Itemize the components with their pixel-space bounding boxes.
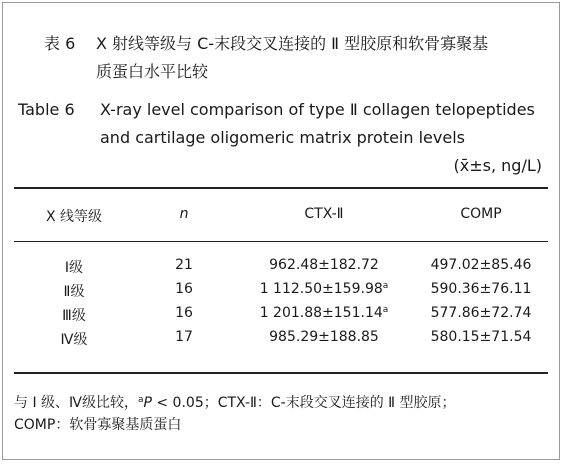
footnote-line1 bbox=[14, 390, 554, 413]
row-comp: 590.36±76.11 bbox=[430, 281, 532, 297]
row-grade: Ⅳ级 bbox=[60, 332, 88, 348]
row-grade: Ⅱ级 bbox=[63, 284, 85, 300]
chinese-caption-label: 表 6 bbox=[44, 34, 76, 53]
english-caption bbox=[18, 96, 544, 175]
row-ctx bbox=[234, 329, 414, 345]
header-n: n bbox=[179, 206, 189, 222]
chinese-caption-line1: X 射线等级与 C-末段交叉连接的 Ⅱ 型胶原和软骨寡聚基 bbox=[96, 34, 489, 53]
row-n: 16 bbox=[175, 305, 193, 321]
row-comp: 580.15±71.54 bbox=[430, 329, 532, 345]
row-grade: Ⅲ级 bbox=[62, 308, 86, 324]
english-caption-unit: (x̄±s, ng/L) bbox=[453, 156, 542, 175]
english-caption-label: Table 6 bbox=[18, 100, 75, 119]
english-caption-text: X-ray level comparison of type Ⅱ collagen telopeptides and cartilage oligomeric matrix protein levels bbox=[100, 100, 535, 147]
row-ctx-value: 1 112.50±159.98 bbox=[259, 281, 383, 297]
footnote-line2: COMP：软骨寡聚基质蛋白 bbox=[14, 417, 182, 433]
row-n: 17 bbox=[175, 329, 193, 345]
row-n: 21 bbox=[175, 257, 193, 273]
row-ctx bbox=[234, 257, 414, 273]
row-ctx bbox=[234, 281, 414, 297]
header-comp: COMP bbox=[460, 206, 502, 222]
footnote-sup: a bbox=[137, 395, 144, 405]
row-comp: 497.02±85.46 bbox=[430, 257, 532, 273]
header-ctx: CTX-Ⅱ bbox=[304, 206, 344, 222]
chinese-caption bbox=[44, 30, 488, 86]
row-ctx-sup: a bbox=[382, 305, 389, 315]
footnote-comparison: 与 Ⅰ 级、Ⅳ级比较， bbox=[14, 395, 138, 411]
row-ctx-sup: a bbox=[382, 281, 389, 291]
table-top-rule bbox=[14, 187, 548, 189]
row-n: 16 bbox=[175, 281, 193, 297]
header-grade: X 线等级 bbox=[45, 209, 103, 225]
row-ctx bbox=[234, 305, 414, 321]
row-ctx-value: 962.48±182.72 bbox=[269, 257, 379, 273]
row-comp: 577.86±72.74 bbox=[430, 305, 532, 321]
table-header-rule bbox=[14, 241, 548, 242]
row-ctx-value: 985.29±188.85 bbox=[269, 329, 379, 345]
row-grade: Ⅰ级 bbox=[64, 260, 84, 276]
chinese-caption-line2: 质蛋白水平比较 bbox=[96, 62, 209, 81]
row-ctx-value: 1 201.88±151.14 bbox=[259, 305, 383, 321]
table-bottom-rule bbox=[14, 372, 548, 374]
footnote-p: P bbox=[143, 395, 152, 411]
footnote-definitions: < 0.05；CTX-Ⅱ：C-末段交叉连接的 Ⅱ 型胶原； bbox=[151, 395, 456, 411]
